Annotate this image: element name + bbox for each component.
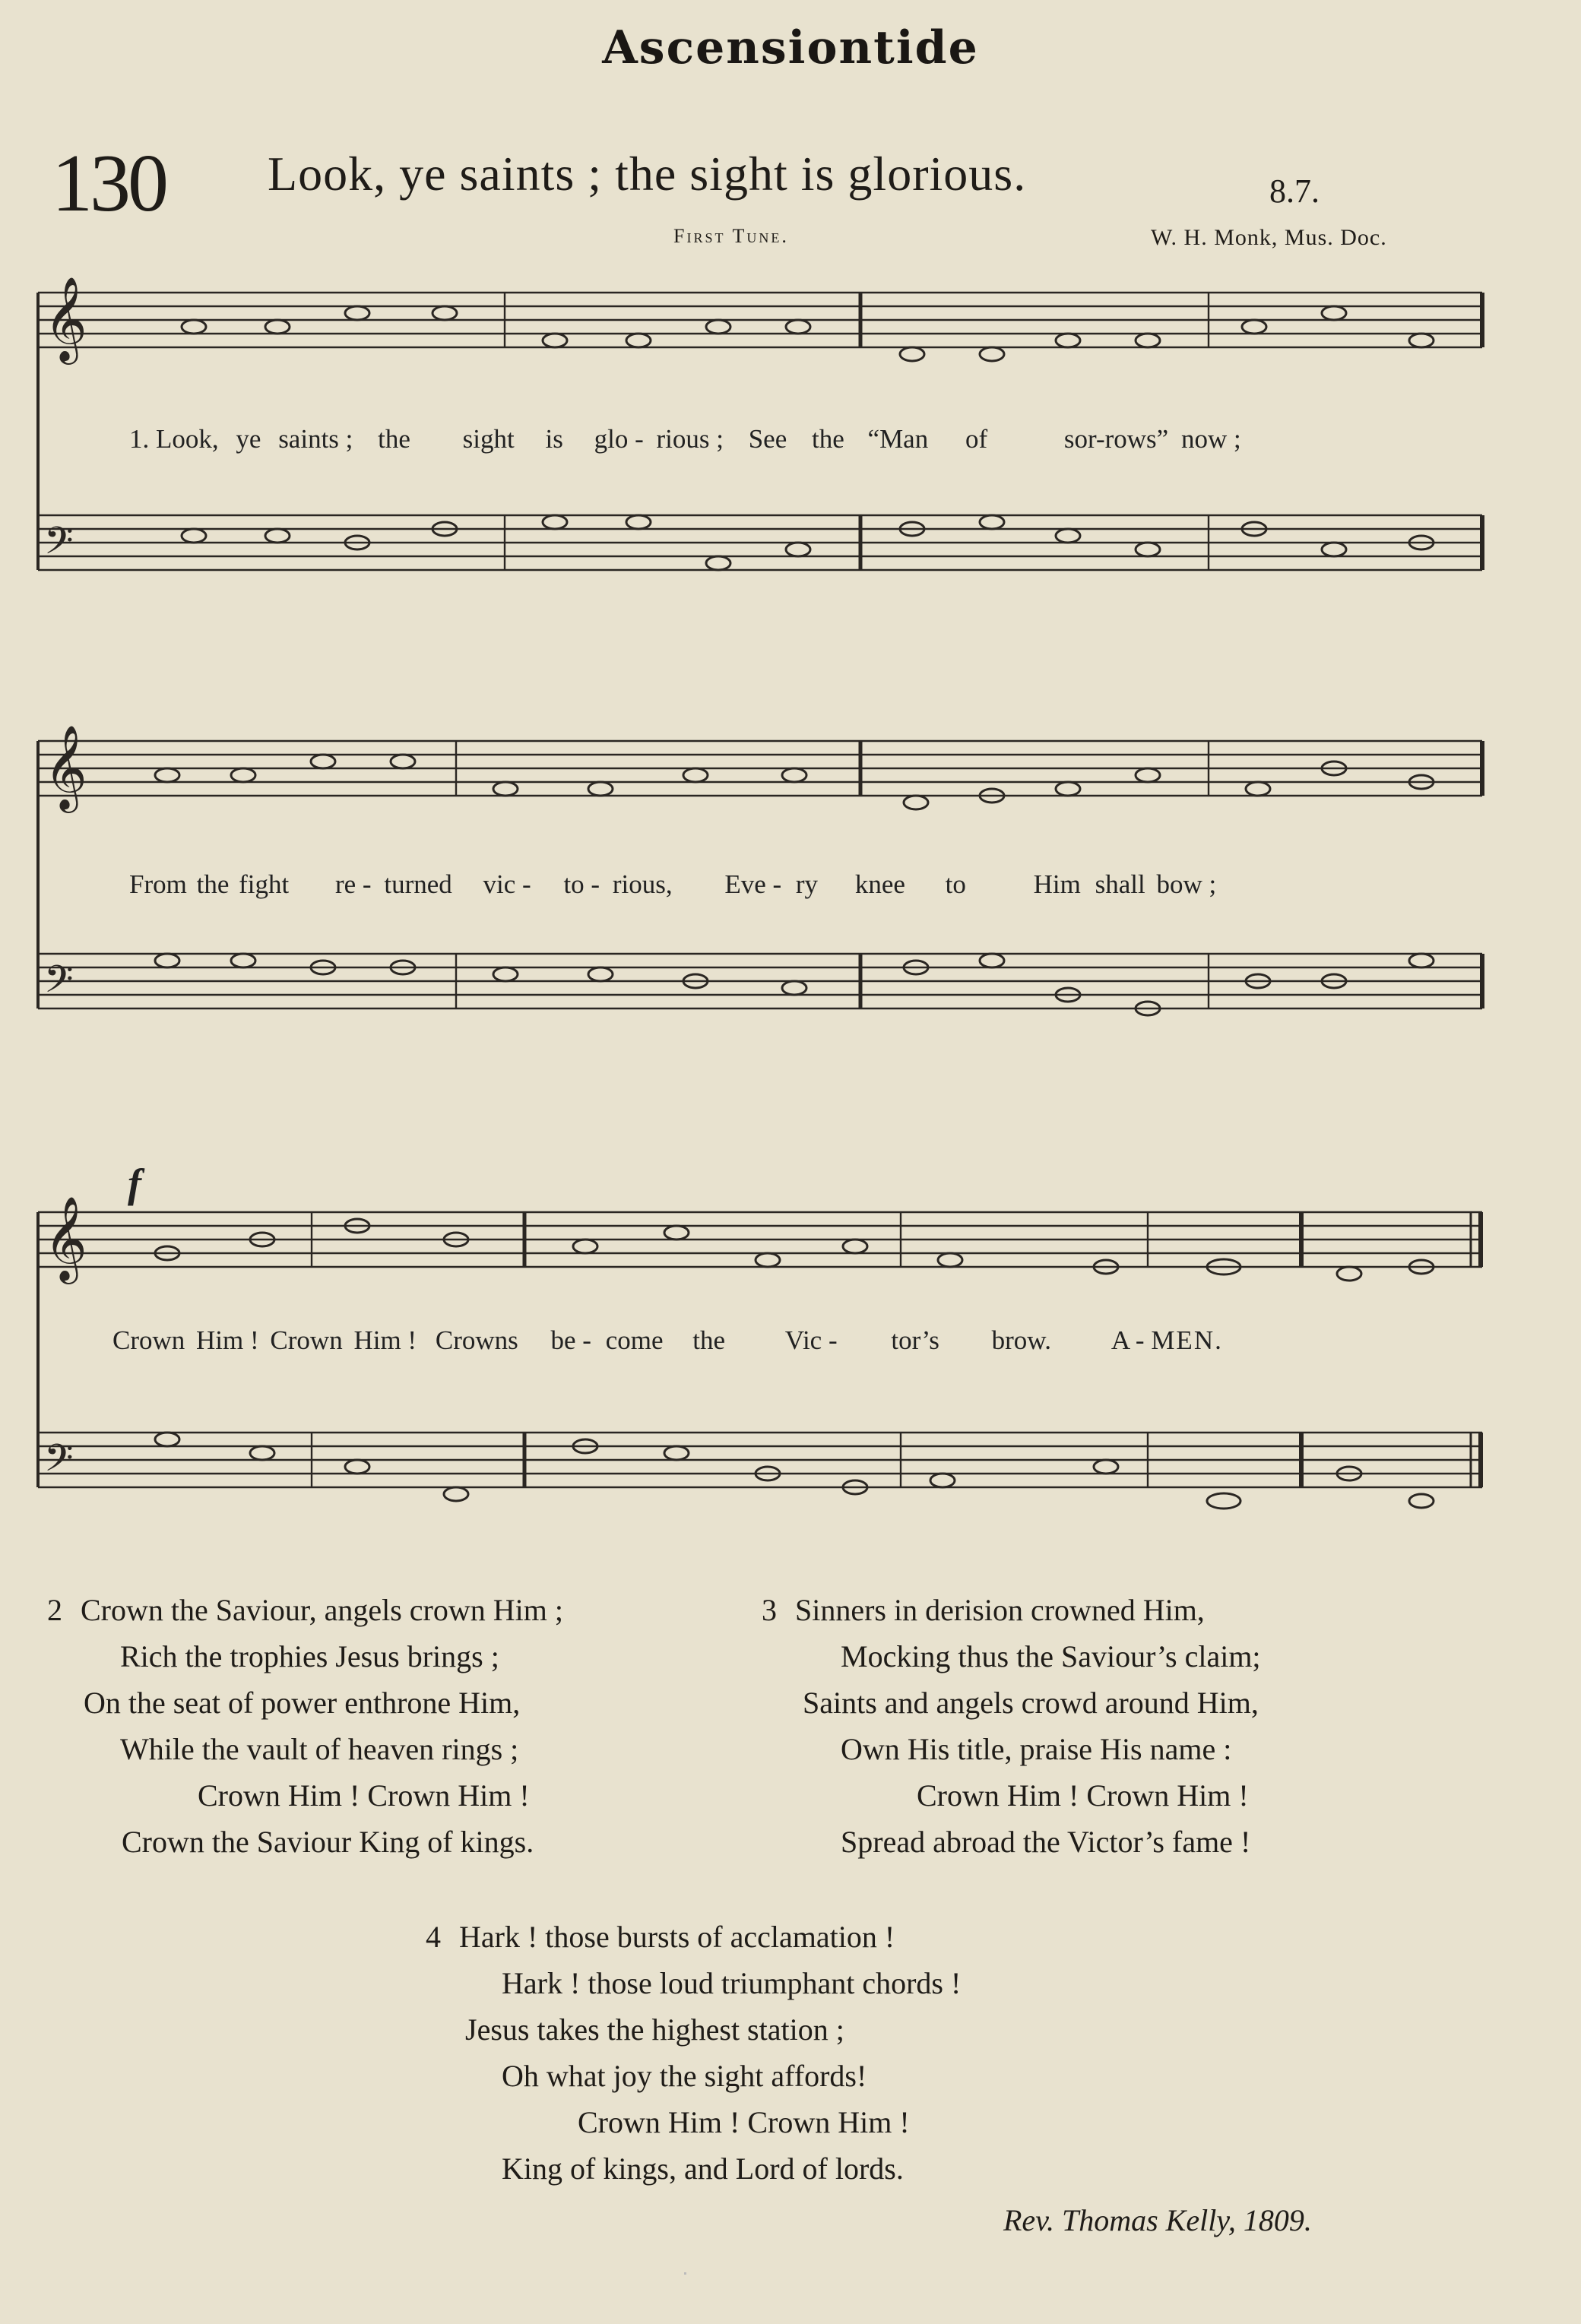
author-attribution: Rev. Thomas Kelly, 1809.: [1003, 2203, 1312, 2237]
composer: W. H. Monk, Mus. Doc.: [1151, 225, 1387, 250]
verse-number: 4: [426, 1920, 441, 1954]
verse-number: 3: [762, 1593, 777, 1627]
svg-text:𝄞: 𝄞: [44, 276, 87, 361]
hymn-first-line: Look, ye saints ; the sight is glorious.: [268, 147, 1027, 201]
lyrics-system-1: 1. Look, ye saints ; the sight is glo - rious ; See the “Man of sor-rows” now ;: [129, 424, 1241, 454]
lyrics-system-2: From the fight re - turned vic - to - rious, Eve - ry knee to Him shall bow ;: [129, 869, 1217, 899]
verse-number: 2: [47, 1593, 62, 1627]
svg-text:𝄢: 𝄢: [44, 958, 74, 1011]
hymn-number: 130: [52, 138, 166, 229]
svg-text:𝄞: 𝄞: [44, 724, 87, 809]
verse-3: 3 Sinners in derision crowned Him, Mocking thus the Saviour’s claim; Saints and angels crowd around Him, Own His title, praise His name : Crown Him ! Crown Him ! Spread abroad the Victor’s fame !: [762, 1587, 1261, 1865]
svg-text:𝄞: 𝄞: [44, 1195, 87, 1281]
svg-text:𝄢: 𝄢: [44, 519, 74, 572]
dynamic-mark: f: [128, 1160, 141, 1206]
tune-label: First Tune.: [673, 225, 789, 247]
page-mark: [684, 2272, 686, 2275]
running-head: Ascensiontide: [602, 21, 979, 74]
hymn-meter: 8.7.: [1269, 173, 1320, 210]
lyrics-system-3: Crown Him ! Crown Him ! Crowns be - come the Vic - tor’s brow. A - MEN.: [112, 1325, 1223, 1355]
verse-3-line-1: 3 Sinners in derision crowned Him,: [762, 1587, 1261, 1633]
verse-2: 2 Crown the Saviour, angels crown Him ; Rich the trophies Jesus brings ; On the seat of power enthrone Him, While the vault of heaven rings ; Crown Him ! Crown Him ! Crown the Saviour King of kings.: [47, 1587, 563, 1865]
verse-4: 4 Hark ! those bursts of acclamation ! Hark ! those loud triumphant chords ! Jesus takes the highest station ; Oh what joy the sight affords! Crown Him ! Crown Him ! King of kings, and Lord of lords.: [426, 1914, 961, 2192]
verse-2-line-1: 2 Crown the Saviour, angels crown Him ;: [47, 1587, 563, 1633]
verse-4-line-1: 4 Hark ! those bursts of acclamation !: [426, 1914, 961, 1960]
svg-text:𝄢: 𝄢: [44, 1436, 74, 1490]
